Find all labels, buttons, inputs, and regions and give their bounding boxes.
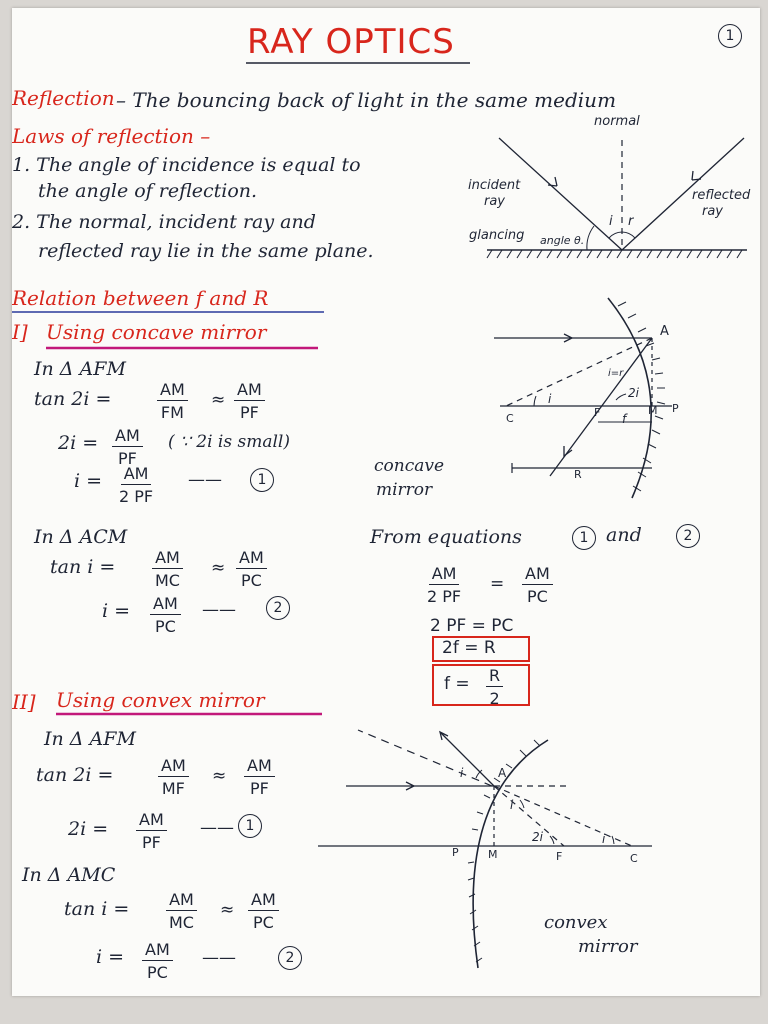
i-label: i xyxy=(609,214,613,229)
concave-label-P: P xyxy=(672,402,679,415)
s1-2i: 2i = xyxy=(58,432,99,454)
s2-triangle-amc: In Δ AMC xyxy=(22,864,116,886)
s1-tan-i: tan i = xyxy=(50,556,116,578)
law1-line1: 1. The angle of incidence is equal to xyxy=(12,154,361,176)
reflected-label-ray: ray xyxy=(702,204,724,219)
deriv-line2: 2 PF = PC xyxy=(430,616,514,636)
s2-approx1: ≈ xyxy=(212,766,227,786)
convex-label-i3: i xyxy=(602,832,606,846)
convex-mirror-diagram xyxy=(12,8,760,996)
deriv-from: From equations xyxy=(370,526,522,548)
reflection-definition: – The bouncing back of light in the same medium xyxy=(116,88,617,112)
convex-label-A: A xyxy=(498,766,507,780)
s1-dash2: —— xyxy=(202,600,236,620)
s2-frac-am-mc: $\frac{AM}{MC}$ xyxy=(166,890,197,932)
s2-tan2i: tan 2i = xyxy=(36,764,114,786)
deriv-eq2: 2 xyxy=(676,524,700,548)
s2-dash1: —— xyxy=(200,818,234,838)
s2-frac-am-pf-2: $\frac{AM}{PF}$ xyxy=(136,810,167,852)
glancing-label: glancing xyxy=(469,228,525,243)
s1-frac-am-pf: $\frac{AM}{PF}$ xyxy=(234,380,265,422)
convex-label-C: C xyxy=(630,852,638,865)
deriv-equals: = xyxy=(490,574,505,594)
law2-line1: 2. The normal, incident ray and xyxy=(12,211,316,233)
convex-label-i2: i xyxy=(510,798,514,812)
convex-caption-2: mirror xyxy=(578,936,638,957)
concave-label-f: f xyxy=(622,412,627,426)
convex-label-F: F xyxy=(556,850,563,863)
deriv-frac-am-2pf: $\frac{AM}{2 PF}$ xyxy=(427,564,462,606)
s1-equation-1: 1 xyxy=(250,468,274,492)
concave-label-ieqr: i=r xyxy=(608,368,624,379)
s2-equation-1: 1 xyxy=(238,814,262,838)
deriv-boxed1: 2f = R xyxy=(442,638,496,658)
s1-i-eq2: i = xyxy=(102,600,131,622)
deriv-eq1: 1 xyxy=(572,526,596,550)
s1-small-note: ( ∵ 2i is small) xyxy=(168,432,290,452)
concave-label-F: F xyxy=(594,406,601,419)
concave-label-R: R xyxy=(574,468,582,481)
deriv-and: and xyxy=(606,524,642,546)
laws-heading: Laws of reflection – xyxy=(12,124,211,148)
s2-2i: 2i = xyxy=(68,818,109,840)
law1-line2: the angle of reflection. xyxy=(38,180,258,202)
section1-number: I] xyxy=(12,320,28,344)
page-title: RAY OPTICS xyxy=(247,22,455,62)
s1-equation-2: 2 xyxy=(266,596,290,620)
section1-heading: Using concave mirror xyxy=(46,320,267,344)
relation-heading: Relation between f and R xyxy=(12,286,269,310)
law2-line2: reflected ray lie in the same plane. xyxy=(38,240,374,262)
deriv-f-eq: f = xyxy=(444,674,470,694)
s1-approx2: ≈ xyxy=(211,558,226,578)
convex-caption-1: convex xyxy=(544,912,608,933)
s1-frac-am-pc: $\frac{AM}{PC}$ xyxy=(236,548,267,590)
r-label: r xyxy=(628,214,634,229)
s2-dash2: —— xyxy=(202,948,236,968)
s2-triangle-afm: In Δ AFM xyxy=(44,728,136,750)
s2-frac-am-pc-2: $\frac{AM}{PC}$ xyxy=(142,940,173,982)
s1-frac-am-pc-2: $\frac{AM}{PC}$ xyxy=(150,594,181,636)
convex-label-M: M xyxy=(488,848,498,861)
s1-frac-am-fm: $\frac{AM}{FM}$ xyxy=(157,380,188,422)
reflection-term: Reflection xyxy=(12,86,115,110)
reflected-label: reflected xyxy=(692,188,751,203)
s1-frac-am-pf-2: $\frac{AM}{PF}$ xyxy=(112,426,143,468)
s1-dash1: —— xyxy=(188,470,222,490)
incident-label-ray: ray xyxy=(484,194,506,209)
normal-label: normal xyxy=(594,114,640,129)
concave-caption-2: mirror xyxy=(376,480,433,500)
incident-label: incident xyxy=(468,178,521,193)
s1-frac-am-2pf: $\frac{AM}{2 PF}$ xyxy=(119,464,154,506)
convex-label-i1: i xyxy=(460,766,464,780)
concave-label-2i: 2i xyxy=(628,386,639,400)
s2-frac-am-pc: $\frac{AM}{PC}$ xyxy=(248,890,279,932)
concave-label-i: i xyxy=(548,392,552,406)
s1-frac-am-mc: $\frac{AM}{MC}$ xyxy=(152,548,183,590)
convex-label-2i: 2i xyxy=(532,830,543,844)
s1-triangle-afm: In Δ AFM xyxy=(34,358,126,380)
concave-label-A: A xyxy=(660,324,669,339)
convex-label-P: P xyxy=(452,846,459,859)
deriv-frac-am-pc: $\frac{AM}{PC}$ xyxy=(522,564,553,606)
concave-label-M: M xyxy=(648,404,658,417)
notebook-page xyxy=(12,8,760,996)
s2-i-eq: i = xyxy=(96,946,125,968)
deriv-frac-r-2: $\frac{R}{2}$ xyxy=(486,666,503,708)
s1-approx1: ≈ xyxy=(211,390,226,410)
concave-caption-1: concave xyxy=(374,456,445,476)
s2-frac-am-pf: $\frac{AM}{PF}$ xyxy=(244,756,275,798)
section2-number: II] xyxy=(12,690,36,714)
s1-triangle-acm: In Δ ACM xyxy=(34,526,128,548)
s2-frac-am-mf: $\frac{AM}{MF}$ xyxy=(158,756,189,798)
s1-i-eq: i = xyxy=(74,470,103,492)
page-number: 1 xyxy=(718,24,742,48)
section2-heading: Using convex mirror xyxy=(56,688,265,712)
concave-label-C: C xyxy=(506,412,514,425)
s1-tan2i: tan 2i = xyxy=(34,388,112,410)
s2-approx2: ≈ xyxy=(220,900,235,920)
s2-equation-2: 2 xyxy=(278,946,302,970)
angle-label: angle θ. xyxy=(540,234,585,247)
s2-tan-i: tan i = xyxy=(64,898,130,920)
